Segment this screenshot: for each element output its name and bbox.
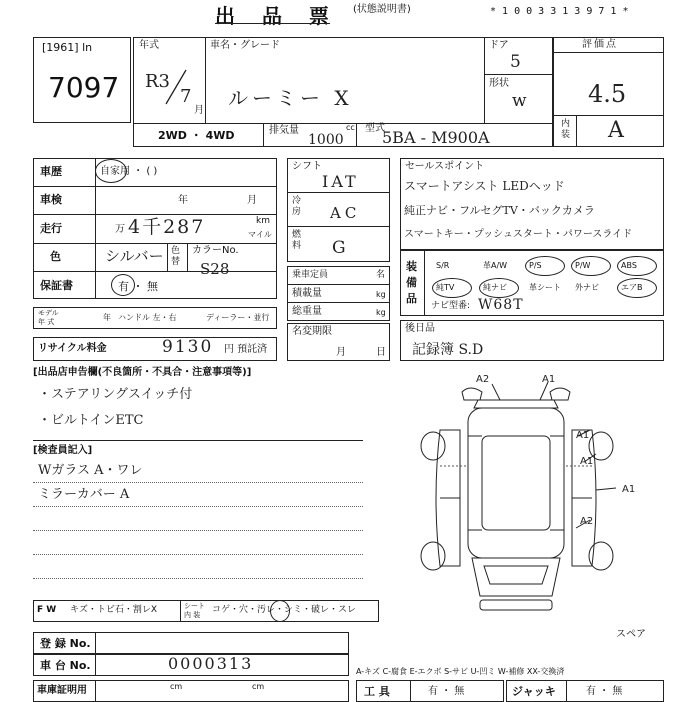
score-value: 4.5 xyxy=(588,80,627,108)
equipment-selected-mark xyxy=(432,278,472,298)
amendment-label: 名変期限 xyxy=(292,326,332,337)
aircon-label: 冷 房 xyxy=(292,196,302,217)
tools-label: 工 具 xyxy=(364,685,390,698)
spare-label: スペア xyxy=(616,629,646,640)
color-no-value: S28 xyxy=(200,260,230,278)
car-damage-diagram xyxy=(400,370,680,630)
color-no-label: カラーNo. xyxy=(192,245,239,256)
equipment-chip: P/W xyxy=(575,261,591,270)
chassis-value: 0000313 xyxy=(168,654,254,673)
damage-legend: A-キズ C-腐食 E-エクボ S-サビ U-凹ミ W-補修 XX-交換済 xyxy=(356,667,565,676)
gross-label: 総重量 xyxy=(292,306,322,317)
equipment-chip: ABS xyxy=(621,261,637,270)
history-options: 自家用 ・ ( ) xyxy=(100,166,158,177)
color-change-label: 色 替 xyxy=(171,246,181,267)
certificate-cm-1: cm xyxy=(170,682,183,691)
equipment-chip: 外ナビ xyxy=(575,283,599,292)
score-label: 評価点 xyxy=(582,39,618,50)
damage-mark-a2-right: A2 xyxy=(580,516,594,527)
registration-label: 登 録 No. xyxy=(40,637,91,650)
inspector-line-2: ミラーカバー A xyxy=(38,487,130,502)
equipment-selected-mark xyxy=(571,256,611,276)
load-unit: kg xyxy=(376,290,386,299)
type-label: 型式 xyxy=(365,123,385,134)
displacement-value: 1000 xyxy=(308,132,344,148)
jack-label: ジャッキ xyxy=(512,685,556,698)
equipment-chip: P/S xyxy=(529,261,542,270)
month-suffix: 月 xyxy=(194,105,204,116)
tools-options: 有 ・ 無 xyxy=(428,686,465,697)
shape-label: 形状 xyxy=(489,78,509,89)
certificate-label: 車庫証明用 xyxy=(37,685,87,696)
inspection-month: 月 xyxy=(247,195,257,206)
sales-point-line-2: 純正ナビ・フルセグTV・バックカメラ xyxy=(404,204,595,217)
equipment-chip: エアB xyxy=(621,283,643,292)
history-selected-mark xyxy=(95,159,127,183)
month-value: 7 xyxy=(180,86,192,107)
sales-point-line-3: スマートキー・プッシュスタート・パワースライド xyxy=(404,229,633,240)
color-value: シルバー xyxy=(105,247,164,265)
inspection-label: 車検 xyxy=(40,193,62,206)
capacity-label: 乗車定員 xyxy=(292,270,329,280)
damage-mark-a1-right-2: A1 xyxy=(580,456,594,467)
model-change-label: モデル 年 式 xyxy=(38,309,59,326)
year-value: R3 xyxy=(145,71,171,92)
interior-value: A xyxy=(608,118,624,143)
model-change-dealer: ディーラー・並行 xyxy=(206,313,270,322)
seat-options: コゲ・穴・汚レ・シミ・破レ・スレ xyxy=(212,605,357,615)
notes-line-2: ・ビルトインETC xyxy=(38,413,144,428)
history-label: 車歴 xyxy=(40,165,62,178)
rear-section xyxy=(472,558,560,596)
fw-label: F W xyxy=(37,605,57,615)
mirror-right xyxy=(550,388,570,400)
model-change-year: 年 xyxy=(103,313,111,322)
inspector-line-1: Wガラス A・ワレ xyxy=(38,463,143,478)
barcode-number: * 1 0 0 3 3 1 3 9 7 1 * xyxy=(490,6,629,17)
warranty-selected-mark xyxy=(111,274,135,296)
page-title: 出 品 票 xyxy=(215,4,339,28)
equipment-chip: 純ナビ xyxy=(483,283,507,292)
amendment-day: 日 xyxy=(376,347,386,358)
inspection-year: 年 xyxy=(178,195,188,206)
equipment-chip: S/R xyxy=(436,261,450,270)
drive-type: 2WD ・ 4WD xyxy=(158,129,235,142)
mileage-label: 走行 xyxy=(40,222,62,235)
door-label: ドア xyxy=(489,40,509,51)
equipment-selected-mark xyxy=(479,278,519,298)
color-label: 色 xyxy=(50,250,61,263)
roof-inner xyxy=(482,436,550,530)
equipment-chip: 革A/W xyxy=(483,261,508,270)
mirror-left xyxy=(462,388,482,400)
wheel-front-left xyxy=(421,432,445,460)
gross-unit: kg xyxy=(376,308,386,317)
seat-label: シート 内 装 xyxy=(184,602,205,619)
mileage-value: 4千287 xyxy=(128,216,206,238)
load-label: 積載量 xyxy=(292,288,322,299)
lot-code: [1961] ln xyxy=(42,41,93,54)
sales-points-label: セールスポイント xyxy=(405,161,485,172)
rear-bumper xyxy=(480,600,552,610)
car-name-value: ルーミー X xyxy=(228,86,353,110)
delivery-label: 後日品 xyxy=(405,323,435,334)
shift-label: シフト xyxy=(292,161,322,172)
warranty-label: 保証書 xyxy=(40,279,73,292)
model-change-handle: ハンドル 左・右 xyxy=(118,313,177,322)
recycle-suffix: 円 預託済 xyxy=(224,344,268,355)
fuel-value: G xyxy=(332,238,346,258)
interior-label: 内 装 xyxy=(561,119,571,140)
name-label: 車名・グレード xyxy=(210,40,280,51)
certificate-cm-2: cm xyxy=(252,682,265,691)
navi-model-value: W68T xyxy=(478,297,524,313)
fw-options: キズ・トビ石・割レX xyxy=(70,605,157,615)
damage-mark-a2-top: A2 xyxy=(476,374,490,385)
inspector-label: [検査員記入] xyxy=(33,445,93,456)
equipment-selected-mark xyxy=(525,256,565,276)
seat-selected-mark xyxy=(270,600,290,622)
shift-value: IAT xyxy=(322,172,359,191)
equipment-chip: 純TV xyxy=(436,283,455,292)
damage-mark-a1-side: A1 xyxy=(622,484,636,495)
damage-mark-a1-top: A1 xyxy=(542,374,556,385)
notes-label: [出品店申告欄(不良箇所・不具合・注意事項等)] xyxy=(33,367,252,378)
lot-number: 7097 xyxy=(48,71,120,104)
equipment-selected-mark xyxy=(617,256,657,276)
year-label: 年式 xyxy=(139,40,159,51)
wheel-rear-left xyxy=(421,542,445,570)
shape-value: w xyxy=(512,91,527,111)
displacement-label: 排気量 xyxy=(269,125,299,136)
damage-mark-a1-right-1: A1 xyxy=(576,430,590,441)
jack-options: 有 ・ 無 xyxy=(586,686,623,697)
capacity-unit: 名 xyxy=(376,270,386,280)
mileage-unit-mile: マイル xyxy=(248,230,272,239)
navi-model-label: ナビ型番: xyxy=(431,301,471,311)
delivery-value: 記録簿 S.D xyxy=(412,342,484,358)
aircon-value: AC xyxy=(330,204,361,222)
mileage-unit-km: km xyxy=(256,216,270,226)
front-bumper xyxy=(474,400,558,408)
fuel-label: 燃 料 xyxy=(292,230,302,251)
sales-point-line-1: スマートアシスト LEDヘッド xyxy=(404,179,565,193)
equipment-chip: 革シート xyxy=(529,283,561,292)
type-value: 5BA - M900A xyxy=(382,128,490,147)
equipment-label: 装 備 品 xyxy=(406,260,417,305)
recycle-value: 9130 xyxy=(162,337,214,357)
page-subtitle: (状態説明書) xyxy=(353,4,411,15)
chassis-label: 車 台 No. xyxy=(40,659,91,672)
amendment-month: 月 xyxy=(336,347,346,358)
mileage-prefix: 万 xyxy=(115,224,125,235)
equipment-selected-mark xyxy=(617,278,657,298)
door-value: 5 xyxy=(510,52,521,72)
notes-line-1: ・ステアリングスイッチ付 xyxy=(38,387,193,402)
warranty-options: 有 ・ 無 xyxy=(118,280,158,293)
displacement-unit: cc xyxy=(346,123,355,132)
recycle-label: リサイクル料金 xyxy=(38,343,107,354)
